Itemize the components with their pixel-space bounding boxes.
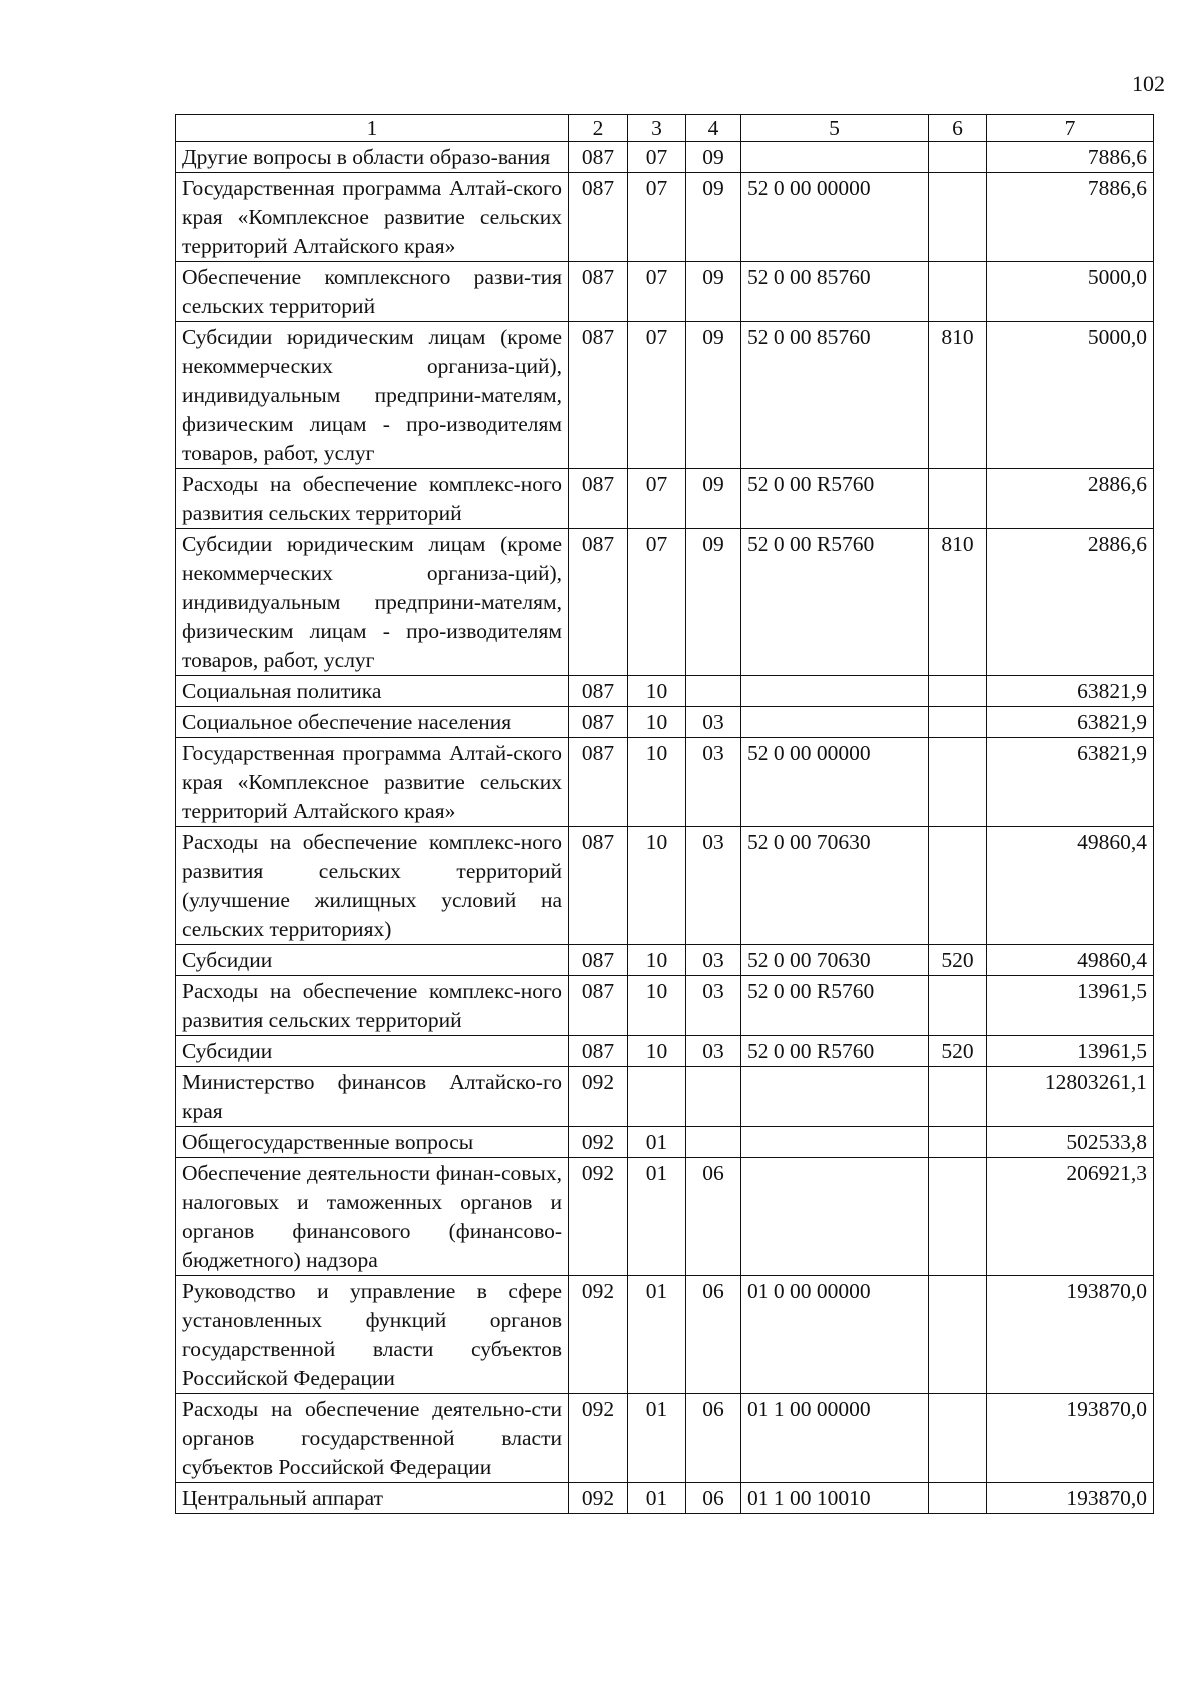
section-code-cell: 10 (628, 676, 686, 707)
subsection-code-cell: 03 (686, 945, 741, 976)
ministry-code-cell: 087 (569, 173, 628, 262)
section-code-cell: 07 (628, 142, 686, 173)
section-code-cell: 10 (628, 707, 686, 738)
ministry-code-cell: 087 (569, 707, 628, 738)
table-row (176, 1036, 1154, 1067)
amount-cell: 193870,0 (987, 1483, 1154, 1514)
expense-type-cell (929, 173, 987, 262)
amount-cell: 13961,5 (987, 1036, 1154, 1067)
expense-type-cell (929, 469, 987, 529)
section-code-cell: 10 (628, 827, 686, 945)
amount-cell: 2886,6 (987, 469, 1154, 529)
table-row (176, 738, 1154, 827)
ministry-code-cell: 087 (569, 262, 628, 322)
item-name-cell: Государственная программа Алтай-ского края «Комплексное развитие сельских территорий Алтайского края» (176, 173, 569, 262)
table-row (176, 707, 1154, 738)
expense-type-cell (929, 1158, 987, 1276)
target-article-cell: 52 0 00 85760 (741, 322, 929, 469)
section-code-cell: 07 (628, 529, 686, 676)
amount-cell: 12803261,1 (987, 1067, 1154, 1127)
target-article-cell: 52 0 00 R5760 (741, 1036, 929, 1067)
subsection-code-cell (686, 676, 741, 707)
target-article-cell: 52 0 00 00000 (741, 173, 929, 262)
amount-cell: 49860,4 (987, 945, 1154, 976)
target-article-cell: 52 0 00 00000 (741, 738, 929, 827)
subsection-code-cell: 06 (686, 1276, 741, 1394)
amount-cell: 7886,6 (987, 173, 1154, 262)
ministry-code-cell: 087 (569, 142, 628, 173)
table-row (176, 529, 1154, 676)
section-code-cell: 01 (628, 1394, 686, 1483)
expense-type-cell (929, 738, 987, 827)
expense-type-cell (929, 1394, 987, 1483)
expense-type-cell (929, 1483, 987, 1514)
expense-type-cell: 520 (929, 1036, 987, 1067)
target-article-cell (741, 142, 929, 173)
section-code-cell: 01 (628, 1127, 686, 1158)
item-name-cell: Социальная политика (176, 676, 569, 707)
item-name-cell: Обеспечение комплексного разви-тия сельских территорий (176, 262, 569, 322)
page-number: 102 (1132, 71, 1165, 96)
subsection-code-cell: 03 (686, 738, 741, 827)
subsection-code-cell: 03 (686, 1036, 741, 1067)
ministry-code-cell: 087 (569, 1036, 628, 1067)
subsection-code-cell: 03 (686, 707, 741, 738)
section-code-cell: 01 (628, 1483, 686, 1514)
item-name-cell: Расходы на обеспечение деятельно-сти органов государственной власти субъектов Российской Федерации (176, 1394, 569, 1483)
target-article-cell (741, 676, 929, 707)
subsection-code-cell: 09 (686, 322, 741, 469)
target-article-cell (741, 1158, 929, 1276)
amount-cell: 7886,6 (987, 142, 1154, 173)
section-code-cell: 07 (628, 322, 686, 469)
target-article-cell (741, 707, 929, 738)
ministry-code-cell: 087 (569, 827, 628, 945)
ministry-code-cell: 092 (569, 1067, 628, 1127)
target-article-cell: 52 0 00 85760 (741, 262, 929, 322)
item-name-cell: Обеспечение деятельности финан-совых, налоговых и таможенных органов и органов финансового (финансово-бюджетного) надзора (176, 1158, 569, 1276)
amount-cell: 193870,0 (987, 1276, 1154, 1394)
subsection-code-cell (686, 1127, 741, 1158)
item-name-cell: Субсидии юридическим лицам (кроме некоммерческих организа-ций), индивидуальным предприни-мателям, физическим лицам - про-изводителям товаров, работ, услуг (176, 529, 569, 676)
table-row (176, 1127, 1154, 1158)
table-row (176, 976, 1154, 1036)
header-row (176, 115, 1154, 142)
item-name-cell: Другие вопросы в области образо-вания (176, 142, 569, 173)
target-article-cell: 01 0 00 00000 (741, 1276, 929, 1394)
ministry-code-cell: 092 (569, 1394, 628, 1483)
item-name-cell: Министерство финансов Алтайско-го края (176, 1067, 569, 1127)
item-name-cell: Социальное обеспечение населения (176, 707, 569, 738)
column-header: 7 (987, 115, 1154, 142)
expense-type-cell: 810 (929, 322, 987, 469)
section-code-cell: 07 (628, 173, 686, 262)
amount-cell: 63821,9 (987, 676, 1154, 707)
table-row (176, 827, 1154, 945)
item-name-cell: Руководство и управление в сфере установленных функций органов государственной власти субъектов Российской Федерации (176, 1276, 569, 1394)
expense-type-cell (929, 676, 987, 707)
subsection-code-cell: 06 (686, 1394, 741, 1483)
section-code-cell: 10 (628, 1036, 686, 1067)
ministry-code-cell: 087 (569, 469, 628, 529)
table-row (176, 322, 1154, 469)
expense-type-cell (929, 827, 987, 945)
ministry-code-cell: 087 (569, 529, 628, 676)
subsection-code-cell: 09 (686, 469, 741, 529)
ministry-code-cell: 092 (569, 1127, 628, 1158)
ministry-code-cell: 092 (569, 1276, 628, 1394)
item-name-cell: Расходы на обеспечение комплекс-ного развития сельских территорий (улучшение жилищных условий на сельских территориях) (176, 827, 569, 945)
ministry-code-cell: 087 (569, 322, 628, 469)
subsection-code-cell: 03 (686, 827, 741, 945)
column-header: 3 (628, 115, 686, 142)
amount-cell: 2886,6 (987, 529, 1154, 676)
table-row (176, 173, 1154, 262)
expense-type-cell (929, 707, 987, 738)
table-row (176, 1394, 1154, 1483)
amount-cell: 206921,3 (987, 1158, 1154, 1276)
section-code-cell: 07 (628, 469, 686, 529)
table-row (176, 262, 1154, 322)
column-header: 2 (569, 115, 628, 142)
column-header: 6 (929, 115, 987, 142)
amount-cell: 49860,4 (987, 827, 1154, 945)
amount-cell: 502533,8 (987, 1127, 1154, 1158)
section-code-cell: 10 (628, 976, 686, 1036)
table-row (176, 142, 1154, 173)
target-article-cell: 52 0 00 70630 (741, 827, 929, 945)
amount-cell: 5000,0 (987, 262, 1154, 322)
expense-type-cell (929, 262, 987, 322)
amount-cell: 13961,5 (987, 976, 1154, 1036)
item-name-cell: Расходы на обеспечение комплекс-ного развития сельских территорий (176, 469, 569, 529)
item-name-cell: Центральный аппарат (176, 1483, 569, 1514)
table-row (176, 945, 1154, 976)
subsection-code-cell: 06 (686, 1483, 741, 1514)
ministry-code-cell: 092 (569, 1483, 628, 1514)
section-code-cell: 10 (628, 738, 686, 827)
expense-type-cell: 520 (929, 945, 987, 976)
item-name-cell: Субсидии (176, 945, 569, 976)
target-article-cell: 01 1 00 00000 (741, 1394, 929, 1483)
amount-cell: 5000,0 (987, 322, 1154, 469)
subsection-code-cell: 03 (686, 976, 741, 1036)
target-article-cell: 01 1 00 10010 (741, 1483, 929, 1514)
expense-type-cell (929, 976, 987, 1036)
expense-type-cell (929, 1276, 987, 1394)
expense-type-cell: 810 (929, 529, 987, 676)
subsection-code-cell: 09 (686, 529, 741, 676)
ministry-code-cell: 087 (569, 976, 628, 1036)
expense-type-cell (929, 142, 987, 173)
ministry-code-cell: 087 (569, 676, 628, 707)
item-name-cell: Расходы на обеспечение комплекс-ного развития сельских территорий (176, 976, 569, 1036)
table-row (176, 1067, 1154, 1127)
table-row (176, 1158, 1154, 1276)
amount-cell: 63821,9 (987, 707, 1154, 738)
subsection-code-cell: 09 (686, 262, 741, 322)
table-row (176, 1483, 1154, 1514)
expense-type-cell (929, 1127, 987, 1158)
target-article-cell (741, 1127, 929, 1158)
ministry-code-cell: 087 (569, 945, 628, 976)
target-article-cell: 52 0 00 R5760 (741, 976, 929, 1036)
subsection-code-cell (686, 1067, 741, 1127)
subsection-code-cell: 06 (686, 1158, 741, 1276)
table-row (176, 1276, 1154, 1394)
table-row (176, 676, 1154, 707)
expense-type-cell (929, 1067, 987, 1127)
amount-cell: 193870,0 (987, 1394, 1154, 1483)
column-header: 5 (741, 115, 929, 142)
target-article-cell: 52 0 00 R5760 (741, 529, 929, 676)
table-row (176, 469, 1154, 529)
section-code-cell: 10 (628, 945, 686, 976)
section-code-cell: 01 (628, 1158, 686, 1276)
column-header: 1 (176, 115, 569, 142)
item-name-cell: Общегосударственные вопросы (176, 1127, 569, 1158)
ministry-code-cell: 087 (569, 738, 628, 827)
item-name-cell: Государственная программа Алтай-ского края «Комплексное развитие сельских территорий Алтайского края» (176, 738, 569, 827)
ministry-code-cell: 092 (569, 1158, 628, 1276)
amount-cell: 63821,9 (987, 738, 1154, 827)
target-article-cell: 52 0 00 70630 (741, 945, 929, 976)
subsection-code-cell: 09 (686, 142, 741, 173)
section-code-cell: 07 (628, 262, 686, 322)
subsection-code-cell: 09 (686, 173, 741, 262)
section-code-cell (628, 1067, 686, 1127)
target-article-cell (741, 1067, 929, 1127)
column-header: 4 (686, 115, 741, 142)
item-name-cell: Субсидии (176, 1036, 569, 1067)
budget-table (175, 114, 1154, 1514)
section-code-cell: 01 (628, 1276, 686, 1394)
target-article-cell: 52 0 00 R5760 (741, 469, 929, 529)
item-name-cell: Субсидии юридическим лицам (кроме некоммерческих организа-ций), индивидуальным предприни-мателям, физическим лицам - про-изводителям товаров, работ, услуг (176, 322, 569, 469)
